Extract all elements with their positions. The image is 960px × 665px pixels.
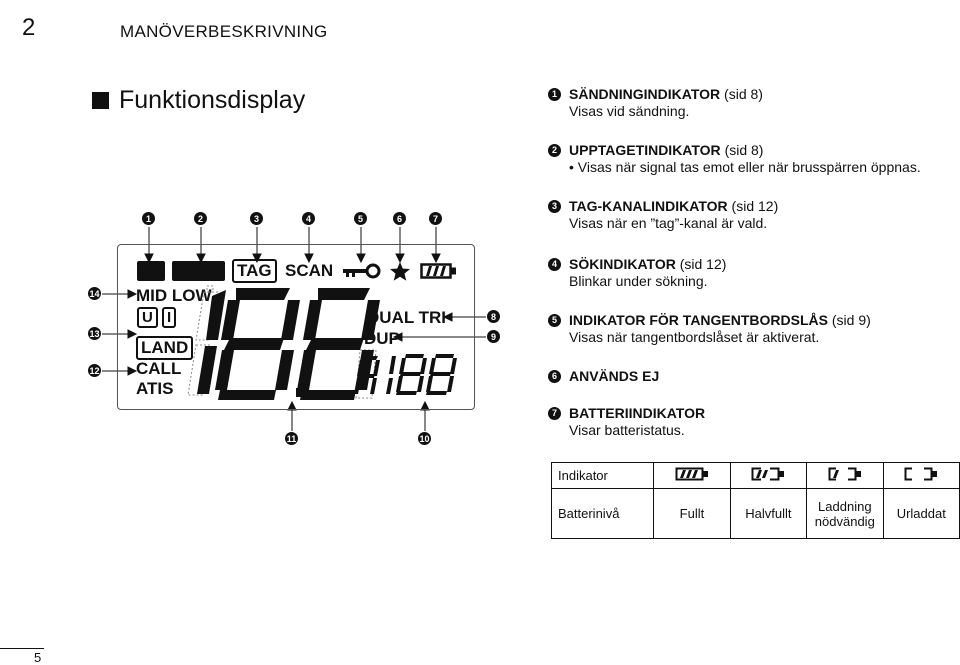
- list-item: [548, 405, 705, 439]
- item-ref: (sid 8): [724, 86, 763, 102]
- battery-empty-icon: [883, 463, 959, 489]
- lcd-dual-tri-indicator: DUAL TRI: [367, 308, 447, 327]
- page-number: 5: [34, 650, 42, 665]
- item-title: SÄNDNINGINDIKATOR: [569, 86, 721, 102]
- item-title: ANVÄNDS EJ: [569, 368, 660, 384]
- item-title: INDIKATOR FÖR TANGENTBORDSLÅS: [569, 312, 828, 328]
- lcd-mid-low-indicator: MID LOW: [136, 286, 212, 305]
- footer-rule: [0, 648, 44, 649]
- item-title: UPPTAGETINDIKATOR: [569, 142, 721, 158]
- list-item: [548, 86, 763, 120]
- item-title: BATTERIINDIKATOR: [569, 405, 706, 421]
- callout-10: 10: [419, 433, 430, 444]
- callout-8: 8: [487, 310, 500, 323]
- item-ref: (sid 12): [679, 256, 727, 272]
- lcd-tx-indicator: TX: [137, 261, 165, 281]
- lcd-i-indicator: I: [162, 307, 176, 328]
- chapter-number: 2: [22, 14, 36, 41]
- item-ref: (sid 12): [731, 198, 779, 214]
- callout-4: 4: [302, 212, 315, 225]
- lcd-u-indicator: U: [137, 307, 158, 328]
- lcd-dup-indicator: DUP: [364, 329, 400, 348]
- callout-6: 6: [393, 212, 406, 225]
- lcd-scan-indicator: SCAN: [285, 261, 334, 280]
- callout-13: 13: [89, 328, 100, 339]
- list-item: [548, 198, 778, 232]
- table-cell: Fullt: [654, 489, 730, 539]
- table-row-header: Batterinivå: [552, 489, 654, 539]
- lcd-call-indicator: CALL: [136, 359, 182, 378]
- item-ref: (sid 8): [724, 142, 764, 158]
- callout-11: 11: [286, 433, 297, 444]
- item-number: 2: [548, 144, 561, 157]
- item-body: Visas när en ”tag”-kanal är vald.: [569, 215, 768, 231]
- item-title: TAG-KANALINDIKATOR: [569, 198, 728, 214]
- callout-14: 14: [89, 288, 100, 299]
- callout-5: 5: [354, 212, 367, 225]
- item-number: 5: [548, 314, 561, 327]
- item-body: Visas när tangentbordslåset är aktiverat.: [569, 329, 820, 345]
- section-title: Funktionsdisplay: [119, 86, 306, 114]
- item-number: 3: [548, 200, 561, 213]
- item-ref: (sid 9): [831, 312, 871, 328]
- table-cell: Urladdat: [883, 489, 959, 539]
- lcd-atis-indicator: ATIS: [136, 379, 174, 398]
- callout-3: 3: [250, 212, 263, 225]
- item-number: 4: [548, 258, 561, 271]
- list-item: [548, 312, 871, 346]
- item-body: Blinkar under sökning.: [569, 273, 708, 289]
- callout-12: 12: [89, 365, 100, 376]
- list-item: [548, 256, 726, 290]
- battery-half-icon: [730, 463, 806, 489]
- table-cell: Halvfullt: [730, 489, 806, 539]
- battery-low-icon: [807, 463, 883, 489]
- lcd-land-indicator: LAND: [136, 336, 193, 360]
- table-cell: Laddning nödvändig: [807, 489, 883, 539]
- callout-7: 7: [429, 212, 442, 225]
- callout-2: 2: [194, 212, 207, 225]
- list-item: [548, 368, 659, 385]
- callout-9: 9: [487, 330, 500, 343]
- lcd-busy-indicator: BUSY: [172, 261, 225, 281]
- battery-full-icon: [654, 463, 730, 489]
- item-number: 1: [548, 88, 561, 101]
- item-body: • Visas när signal tas emot eller när brusspärren öppnas.: [569, 159, 921, 175]
- item-body: Visar batteristatus.: [569, 422, 685, 438]
- item-body: Visas vid sändning.: [569, 103, 690, 119]
- callout-1: 1: [142, 212, 155, 225]
- lcd-tag-indicator: TAG: [232, 259, 277, 283]
- table-row-header: Indikator: [552, 463, 654, 489]
- item-number: 6: [548, 370, 561, 383]
- item-title: SÖKINDIKATOR: [569, 256, 676, 272]
- list-item: [548, 142, 921, 176]
- chapter-title: MANÖVERBESKRIVNING: [120, 22, 328, 41]
- battery-table: [551, 462, 960, 539]
- item-number: 7: [548, 407, 561, 420]
